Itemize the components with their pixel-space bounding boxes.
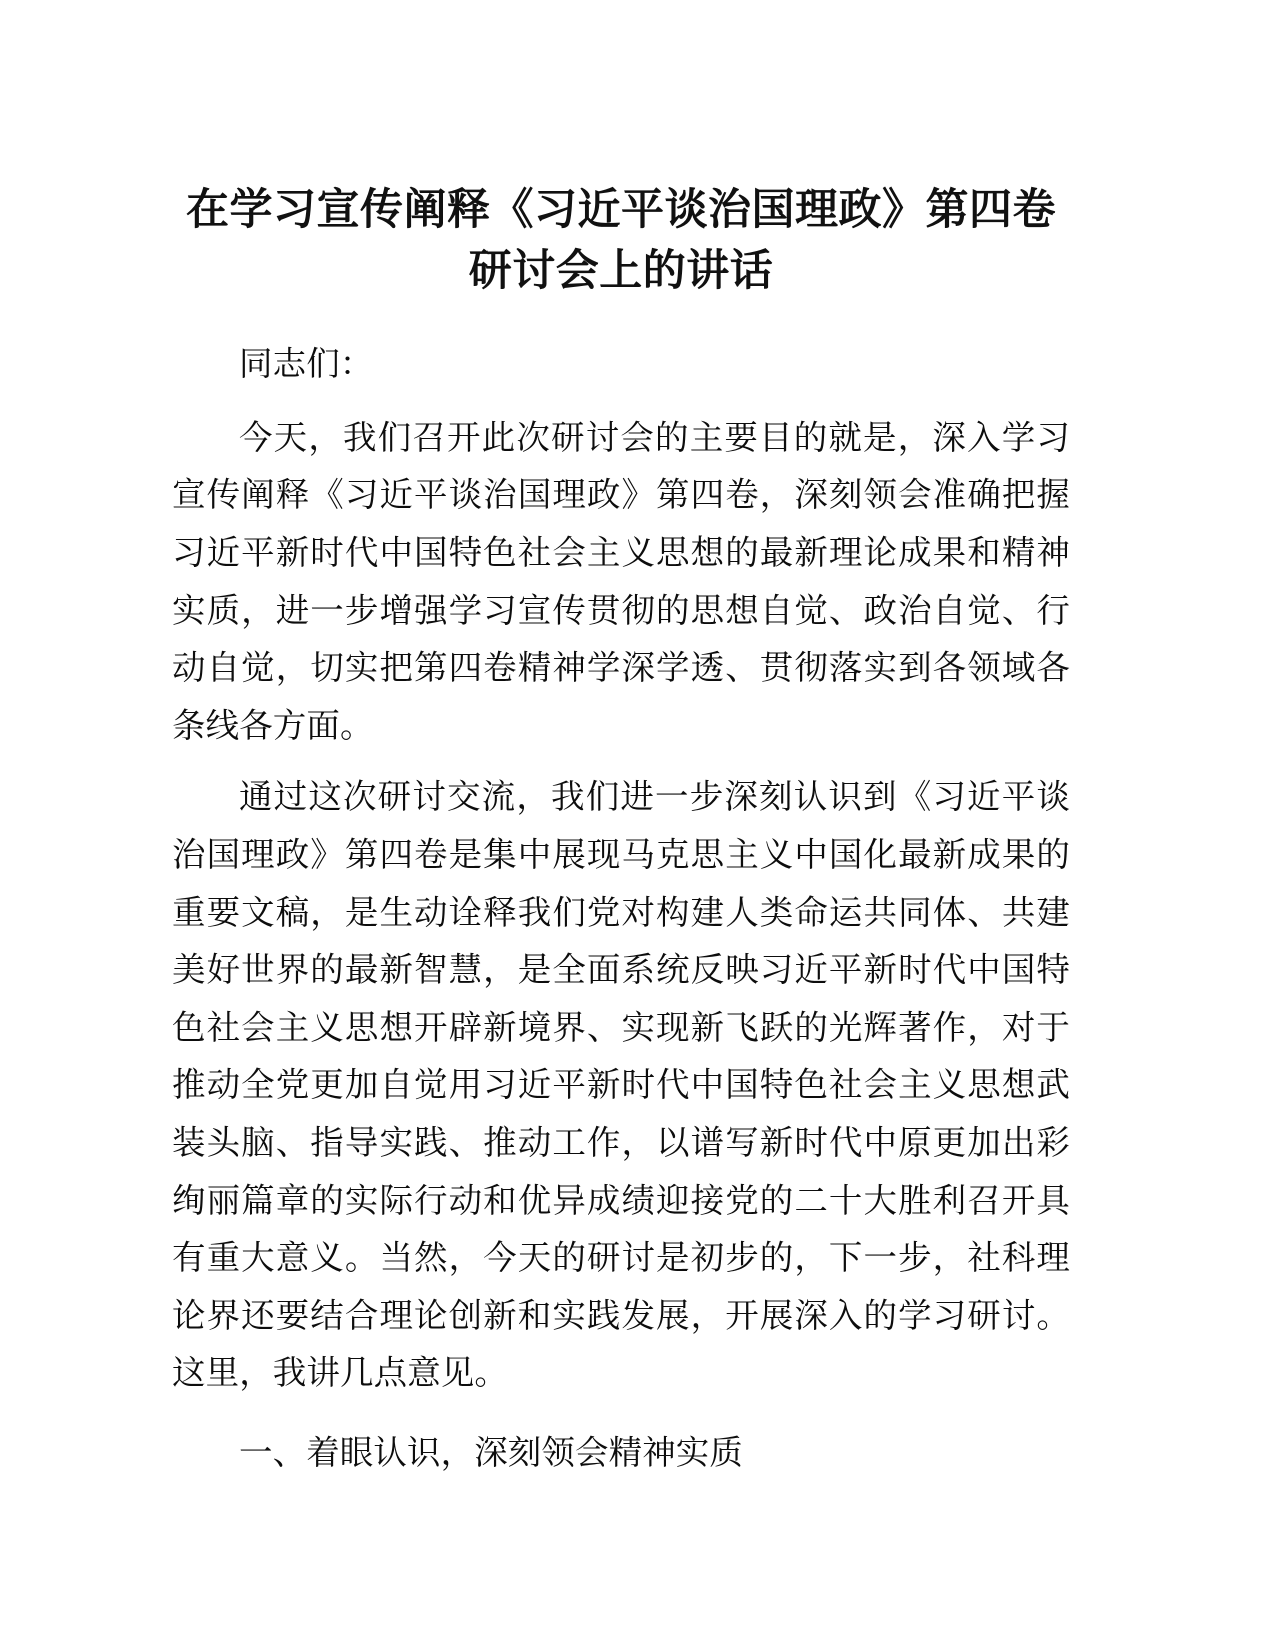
document-body [172,180,1070,1497]
salutation-line: 同志们： [239,346,374,384]
document-title: 在学习宣传阐释《习近平谈治国理政》第四卷研讨会上的讲话 [186,186,1056,296]
section-heading-1: 一、着眼认识，深刻领会精神实质 [239,1435,743,1473]
body-paragraph-1: 今天，我们召开此次研讨会的主要目的就是，深入学习宣传阐释《习近平谈治国理政》第四卷，深刻领会准确把握习近平新时代中国特色社会主义思想的最新理论成果和精神实质，进一步增强学习宣传贯彻的思想自觉、政治自觉、行动自觉，切实把第四卷精神学深学透、贯彻落实到各领域各条线各方面。 [172,419,1070,745]
body-paragraph-2: 通过这次研讨交流，我们进一步深刻认识到《习近平谈治国理政》第四卷是集中展现马克思主义中国化最新成果的重要文稿，是生动诠释我们党对构建人类命运共同体、共建美好世界的最新智慧，是全面系统反映习近平新时代中国特色社会主义思想开辟新境界、实现新飞跃的光辉著作，对于推动全党更加自觉用习近平新时代中国特色社会主义思想武装头脑、指导实践、推动工作，以谱写新时代中原更加出彩绚丽篇章的实际行动和优异成绩迎接党的二十大胜利召开具有重大意义。当然，今天的研讨是初步的，下一步，社科理论界还要结合理论创新和实践发展，开展深入的学习研讨。这里，我讲几点意见。 [172,779,1070,1393]
